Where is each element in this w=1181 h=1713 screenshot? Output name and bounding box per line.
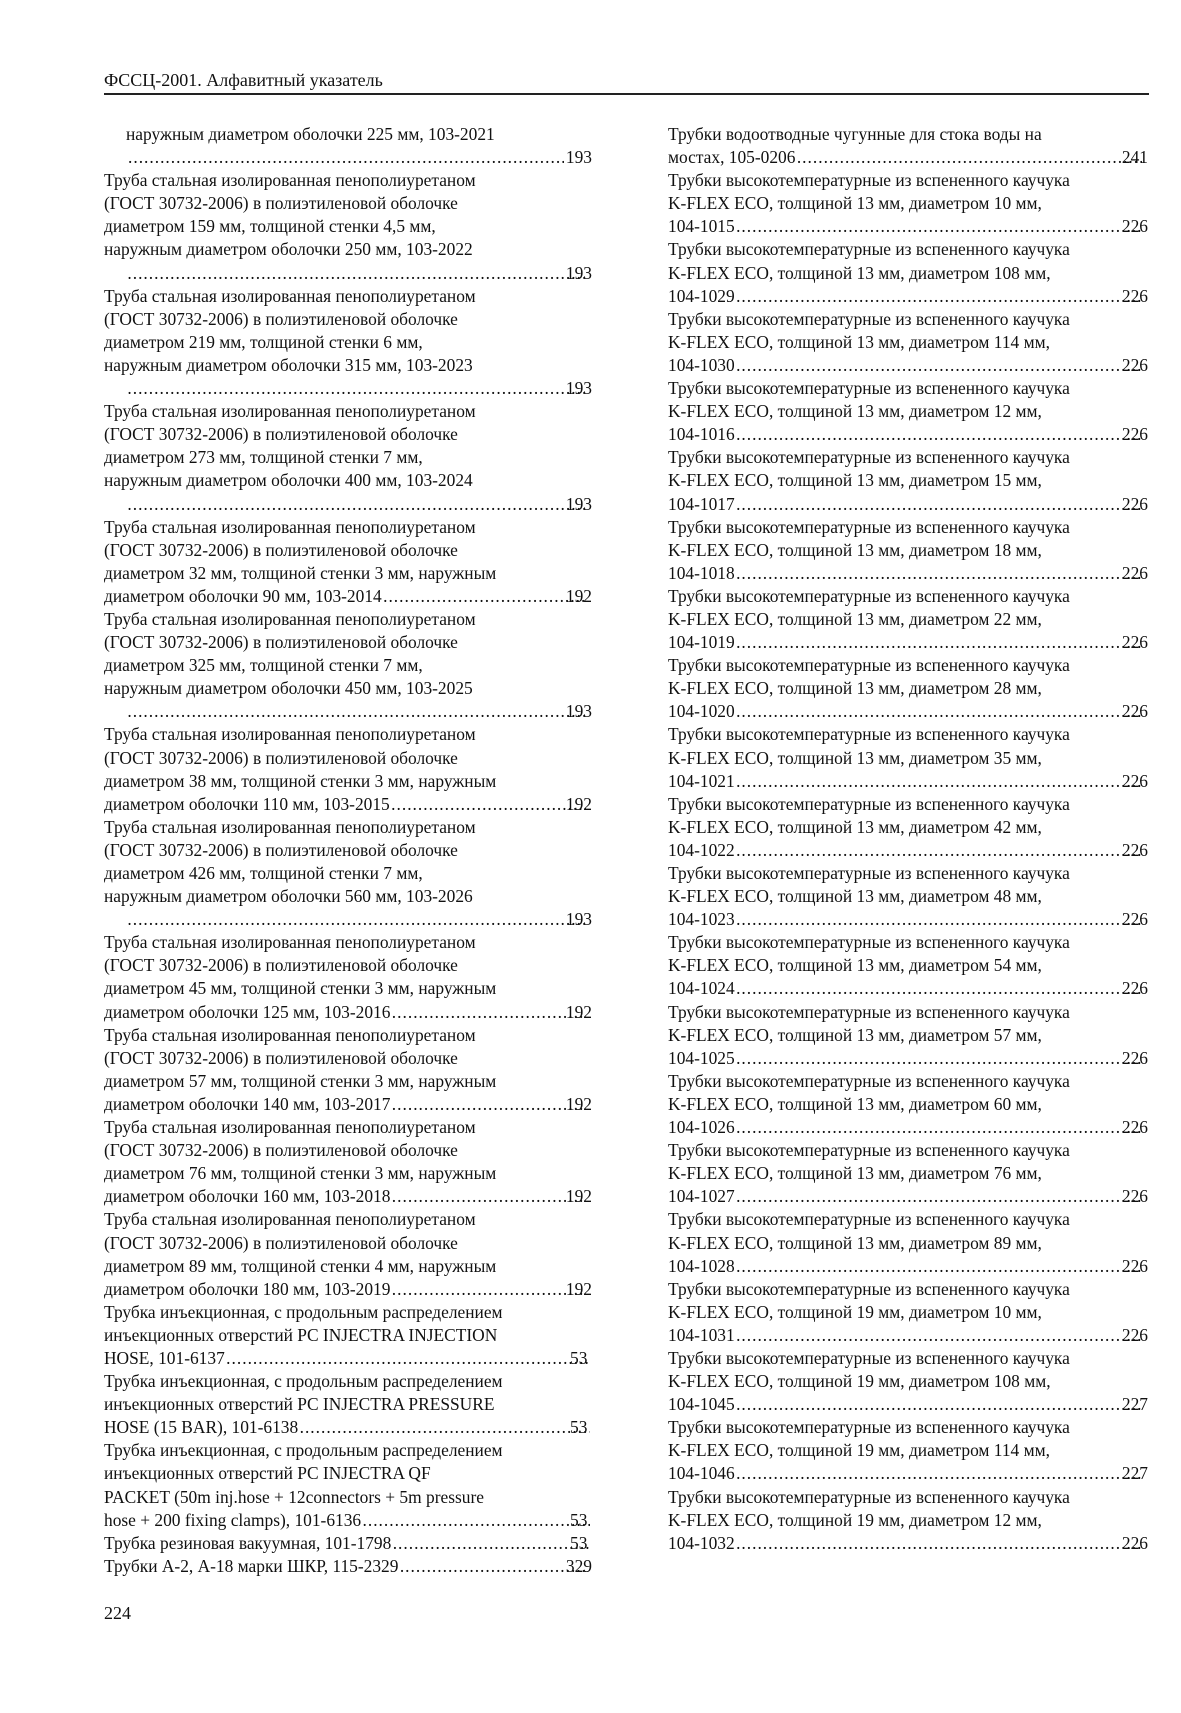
entry-text-line: K-FLEX ECO, толщиной 13 мм, диаметром 12 мм, — [668, 401, 1042, 422]
dot-leader — [797, 146, 1141, 169]
entry-text-line: наружным диаметром оболочки 400 мм, 103-2024 — [104, 470, 473, 491]
entry-text-line: диаметром 159 мм, толщиной стенки 4,5 мм, — [104, 216, 436, 237]
running-header — [104, 70, 1149, 95]
index-entry — [104, 516, 592, 608]
entry-text-line: (ГОСТ 30732-2006) в полиэтиленовой оболочке — [104, 839, 458, 860]
entry-page-line — [104, 1093, 592, 1116]
entry-page-ref: 193 — [565, 262, 592, 283]
index-entry — [668, 1139, 1148, 1208]
dot-leader — [737, 977, 1142, 1000]
entry-text-line: инъекционных отверстий PC INJECTRA PRESSURE — [104, 1394, 495, 1415]
entry-text-line: Трубки высокотемпературные из вспененного каучука — [668, 585, 1070, 606]
entry-text-line: Труба стальная изолированная пенополиуретаном — [104, 170, 476, 191]
entry-text-line: Трубки высокотемпературные из вспененного каучука — [668, 1417, 1070, 1438]
dot-leader — [128, 700, 586, 723]
index-entry — [668, 377, 1148, 446]
entry-text-line: (ГОСТ 30732-2006) в полиэтиленовой оболочке — [104, 539, 458, 560]
entry-text-line: Трубки высокотемпературные из вспененного каучука — [668, 378, 1070, 399]
entry-page-line: hose + 200 fixing clamps), 101-6136 ..... 53 — [126, 1509, 592, 1532]
entry-page-ref: 192 — [565, 793, 592, 814]
entry-text-line: Трубки высокотемпературные из вспененного каучука — [668, 932, 1070, 953]
index-entry — [668, 1070, 1148, 1139]
entry-text-line: наружным диаметром оболочки 315 мм, 103-2023 — [104, 354, 473, 375]
index-entry — [104, 169, 592, 284]
dot-leader — [737, 1462, 1142, 1485]
entry-page-line: Трубка резиновая вакуумная, 101-1798 ..... 53 — [126, 1532, 592, 1555]
header-title: ФССЦ-2001. Алфавитный указатель — [104, 70, 383, 90]
entry-text-line: K-FLEX ECO, толщиной 13 мм, диаметром 89 мм, — [668, 1232, 1042, 1253]
entry-page-line — [668, 423, 1148, 446]
index-entry — [668, 1278, 1148, 1347]
entry-text-line: инъекционных отверстий PC INJECTRA INJECTION — [104, 1324, 498, 1345]
entry-text-line: K-FLEX ECO, толщиной 19 мм, диаметром 108 мм, — [668, 1371, 1051, 1392]
entry-text-line: Труба стальная изолированная пенополиуретаном — [104, 608, 476, 629]
entry-last-text: диаметром оболочки 180 мм, 103-2019 — [104, 1278, 391, 1299]
entry-last-text: диаметром оболочки 125 мм, 103-2016 — [104, 1001, 391, 1022]
entry-page-ref: 192 — [565, 1186, 592, 1207]
entry-page-line — [104, 1001, 592, 1024]
entry-text-line: Труба стальная изолированная пенополиуретаном — [104, 1117, 476, 1138]
entry-page-ref: 227 — [1121, 1394, 1148, 1415]
entry-text-line: Труба стальная изолированная пенополиуретаном — [104, 1024, 476, 1045]
entry-last-text: Трубка резиновая вакуумная, 101-1798 — [104, 1532, 392, 1553]
index-entry — [668, 516, 1148, 585]
entry-page-ref: 226 — [1121, 562, 1148, 583]
index-entry — [668, 931, 1148, 1000]
entry-last-text: 104-1019 — [668, 632, 735, 653]
index-entry — [668, 1208, 1148, 1277]
entry-page-ref: 192 — [565, 585, 592, 606]
entry-last-text: 104-1024 — [668, 978, 735, 999]
index-entry — [104, 123, 592, 169]
index-column-left — [104, 123, 592, 1578]
dot-leader — [128, 262, 586, 285]
entry-last-text: 104-1015 — [668, 216, 735, 237]
dot-leader — [737, 285, 1142, 308]
index-entry — [668, 1001, 1148, 1070]
entry-last-text: 104-1029 — [668, 285, 735, 306]
entry-page-line — [668, 631, 1148, 654]
index-entry — [104, 816, 592, 931]
entry-page-line — [104, 585, 592, 608]
entry-text-line: (ГОСТ 30732-2006) в полиэтиленовой оболочке — [104, 1140, 458, 1161]
entry-page-ref: 226 — [1121, 1117, 1148, 1138]
entry-last-text: HOSE (15 BAR), 101-6138 — [104, 1417, 299, 1438]
entry-page-ref: 226 — [1121, 216, 1148, 237]
entry-text-line: Трубки высокотемпературные из вспененного каучука — [668, 1001, 1070, 1022]
entry-page-ref: 226 — [1121, 839, 1148, 860]
entry-last-text: 104-1030 — [668, 354, 735, 375]
entry-last-text: 104-1017 — [668, 493, 735, 514]
entry-page-ref: 192 — [565, 1093, 592, 1114]
dot-leader — [737, 631, 1142, 654]
dot-leader — [392, 793, 586, 816]
index-entry — [668, 1416, 1148, 1485]
dot-leader — [737, 700, 1142, 723]
entry-page-line — [668, 977, 1148, 1000]
entry-text-line: Труба стальная изолированная пенополиуретаном — [104, 401, 476, 422]
entry-text-line: K-FLEX ECO, толщиной 13 мм, диаметром 76 мм, — [668, 1163, 1042, 1184]
entry-page-line — [126, 700, 592, 723]
entry-last-text: HOSE, 101-6137 — [104, 1347, 225, 1368]
entry-text-line: (ГОСТ 30732-2006) в полиэтиленовой оболочке — [104, 955, 458, 976]
entry-page-ref: 226 — [1121, 1532, 1148, 1553]
entry-page-line: HOSE (15 BAR), 101-6138 ..... 53 — [126, 1416, 592, 1439]
entry-text-line: диаметром 76 мм, толщиной стенки 3 мм, наружным — [104, 1163, 497, 1184]
entry-text-line: наружным диаметром оболочки 250 мм, 103-2022 — [104, 239, 473, 260]
index-entry — [668, 654, 1148, 723]
entry-page-ref: 192 — [565, 1001, 592, 1022]
entry-page-line — [126, 262, 592, 285]
entry-page-line — [668, 770, 1148, 793]
entry-text-line: (ГОСТ 30732-2006) в полиэтиленовой оболочке — [104, 1047, 458, 1068]
entry-last-text: 104-1020 — [668, 701, 735, 722]
entry-page-line — [668, 354, 1148, 377]
entry-text-line: K-FLEX ECO, толщиной 13 мм, диаметром 35 мм, — [668, 747, 1042, 768]
entry-page-ref: 241 — [1121, 147, 1148, 168]
entry-page-line — [668, 1462, 1148, 1485]
dot-leader — [393, 1532, 590, 1555]
dot-leader — [737, 1185, 1142, 1208]
index-entry — [104, 1439, 592, 1531]
entry-text-line: Труба стальная изолированная пенополиуретаном — [104, 285, 476, 306]
entry-text-line: K-FLEX ECO, толщиной 19 мм, диаметром 12 мм, — [668, 1509, 1042, 1530]
dot-leader — [128, 146, 564, 169]
entry-text-line: Трубки высокотемпературные из вспененного каучука — [668, 239, 1070, 260]
index-entry — [668, 723, 1148, 792]
entry-page-ref: 226 — [1121, 632, 1148, 653]
entry-text-line: Трубка инъекционная, с продольным распределением — [104, 1440, 503, 1461]
entry-page-line — [126, 377, 592, 400]
entry-last-text: 104-1032 — [668, 1532, 735, 1553]
entry-page-line — [668, 285, 1148, 308]
index-entry — [104, 608, 592, 723]
entry-page-line — [668, 1532, 1148, 1555]
entry-last-text: Трубки А-2, А-18 марки ШКР, 115-2329 — [104, 1555, 399, 1576]
entry-text-line: (ГОСТ 30732-2006) в полиэтиленовой оболочке — [104, 193, 458, 214]
index-entry — [668, 238, 1148, 307]
dot-leader — [737, 1324, 1142, 1347]
entry-text-line: K-FLEX ECO, толщиной 13 мм, диаметром 54 мм, — [668, 955, 1042, 976]
entry-text-line: диаметром 219 мм, толщиной стенки 6 мм, — [104, 331, 423, 352]
dot-leader — [128, 377, 586, 400]
index-entry — [104, 1116, 592, 1208]
entry-page-ref: 226 — [1121, 909, 1148, 930]
entry-text-line: (ГОСТ 30732-2006) в полиэтиленовой оболочке — [104, 308, 458, 329]
dot-leader — [392, 1093, 586, 1116]
entry-page-line — [126, 493, 592, 516]
entry-page-ref: 227 — [1121, 1463, 1148, 1484]
entry-last-text: 104-1025 — [668, 1047, 735, 1068]
entry-page-ref: 193 — [565, 701, 592, 722]
index-entry — [668, 169, 1148, 238]
entry-text-line: Труба стальная изолированная пенополиуретаном — [104, 932, 476, 953]
entry-last-text: 104-1028 — [668, 1255, 735, 1276]
dot-leader — [392, 1001, 586, 1024]
dot-leader — [227, 1347, 590, 1370]
entry-last-text: 104-1046 — [668, 1463, 735, 1484]
entry-page-line — [668, 1393, 1148, 1416]
entry-text-line: Трубки высокотемпературные из вспененного каучука — [668, 724, 1070, 745]
index-entry — [668, 123, 1148, 169]
dot-leader — [737, 1532, 1142, 1555]
entry-page-ref: 226 — [1121, 1186, 1148, 1207]
dot-leader — [128, 493, 586, 516]
entry-text-line: Трубки высокотемпературные из вспененного каучука — [668, 1486, 1070, 1507]
dot-leader — [392, 1185, 586, 1208]
entry-page-line — [104, 1278, 592, 1301]
entry-text-line: Трубки высокотемпературные из вспененного каучука — [668, 1140, 1070, 1161]
entry-text-line: диаметром 38 мм, толщиной стенки 3 мм, наружным — [104, 770, 497, 791]
entry-text-line: диаметром 57 мм, толщиной стенки 3 мм, наружным — [104, 1070, 497, 1091]
entry-page-line — [668, 215, 1148, 238]
entry-last-text: 104-1022 — [668, 839, 735, 860]
page-number: 224 — [104, 1603, 131, 1623]
entry-text-line: (ГОСТ 30732-2006) в полиэтиленовой оболочке — [104, 747, 458, 768]
entry-page-ref: 226 — [1121, 770, 1148, 791]
entry-text-line: K-FLEX ECO, толщиной 13 мм, диаметром 108 мм, — [668, 262, 1051, 283]
entry-page-line — [668, 1185, 1148, 1208]
dot-leader — [128, 908, 586, 931]
entry-page-line — [668, 839, 1148, 862]
index-entry — [104, 1555, 592, 1578]
entry-page-ref: 226 — [1121, 1047, 1148, 1068]
entry-page-line — [668, 1116, 1148, 1139]
entry-text-line: диаметром 45 мм, толщиной стенки 3 мм, наружным — [104, 978, 497, 999]
entry-last-text: hose + 200 fixing clamps), 101-6136 — [104, 1509, 362, 1530]
entry-text-line: Трубки водоотводные чугунные для стока воды на — [668, 124, 1042, 144]
entry-page-ref: 193 — [565, 147, 592, 168]
dot-leader — [737, 1393, 1142, 1416]
entry-text-line: Трубки высокотемпературные из вспененного каучука — [668, 1278, 1070, 1299]
entry-page-line: HOSE, 101-6137 ..... 53 — [126, 1347, 592, 1370]
dot-leader — [737, 423, 1142, 446]
entry-last-text: диаметром оболочки 140 мм, 103-2017 — [104, 1093, 391, 1114]
entry-text-line: Трубки высокотемпературные из вспененного каучука — [668, 655, 1070, 676]
entry-page-ref: 226 — [1121, 978, 1148, 999]
entry-page-line — [668, 1255, 1148, 1278]
entry-text-line: Труба стальная изолированная пенополиуретаном — [104, 724, 476, 745]
index-entry — [104, 1301, 592, 1370]
entry-text-line: Трубки высокотемпературные из вспененного каучука — [668, 1209, 1070, 1230]
entry-text-line: K-FLEX ECO, толщиной 13 мм, диаметром 42 мм, — [668, 816, 1042, 837]
dot-leader — [392, 1278, 586, 1301]
entry-page-line — [126, 146, 592, 169]
index-entry — [104, 1024, 592, 1116]
entry-text-line: Труба стальная изолированная пенополиуретаном — [104, 516, 476, 537]
entry-last-text: диаметром оболочки 90 мм, 103-2014 — [104, 585, 382, 606]
entry-page-ref: 226 — [1121, 1324, 1148, 1345]
entry-page-ref: 226 — [1121, 493, 1148, 514]
entry-page-line — [126, 908, 592, 931]
entry-text-line: Трубки высокотемпературные из вспененного каучука — [668, 170, 1070, 191]
index-entry — [668, 793, 1148, 862]
entry-text-line: Трубка инъекционная, с продольным распределением — [104, 1301, 503, 1322]
entry-text-line: Трубки высокотемпературные из вспененного каучука — [668, 1347, 1070, 1368]
index-entry — [668, 446, 1148, 515]
entry-text-line: Труба стальная изолированная пенополиуретаном — [104, 816, 476, 837]
entry-text-line: K-FLEX ECO, толщиной 13 мм, диаметром 15 мм, — [668, 470, 1042, 491]
entry-text-line: K-FLEX ECO, толщиной 13 мм, диаметром 57 мм, — [668, 1024, 1042, 1045]
entry-text-line: диаметром 426 мм, толщиной стенки 7 мм, — [104, 863, 423, 883]
entry-text-line: наружным диаметром оболочки 560 мм, 103-2026 — [104, 886, 473, 907]
entry-page-ref: 226 — [1121, 701, 1148, 722]
entry-page-line — [668, 493, 1148, 516]
dot-leader — [737, 562, 1142, 585]
entry-page-ref: 226 — [1121, 285, 1148, 306]
entry-page-line — [668, 700, 1148, 723]
entry-text-line: K-FLEX ECO, толщиной 13 мм, диаметром 22 мм, — [668, 608, 1042, 629]
entry-last-text: 104-1018 — [668, 562, 735, 583]
entry-text-line: Трубки высокотемпературные из вспененного каучука — [668, 516, 1070, 537]
dot-leader — [737, 770, 1142, 793]
dot-leader — [384, 585, 586, 608]
entry-text-line: Трубки высокотемпературные из вспененного каучука — [668, 447, 1070, 468]
entry-text-line: Труба стальная изолированная пенополиуретаном — [104, 1209, 476, 1230]
entry-last-text: диаметром оболочки 160 мм, 103-2018 — [104, 1186, 391, 1207]
dot-leader — [737, 354, 1142, 377]
index-entry — [668, 1486, 1148, 1555]
dot-leader — [737, 215, 1142, 238]
entry-text-line: инъекционных отверстий PC INJECTRA QF — [104, 1463, 431, 1484]
dot-leader — [737, 908, 1142, 931]
entry-text-line: Трубки высокотемпературные из вспененного каучука — [668, 793, 1070, 814]
entry-page-ref: 193 — [565, 378, 592, 399]
entry-text-line: Трубки высокотемпературные из вспененного каучука — [668, 1070, 1070, 1091]
entry-page-line — [668, 146, 1148, 169]
entry-text-line: Трубки высокотемпературные из вспененного каучука — [668, 863, 1070, 883]
index-column-right — [668, 123, 1148, 1555]
dot-leader — [737, 1047, 1142, 1070]
index-entry — [104, 285, 592, 400]
entry-text-line: (ГОСТ 30732-2006) в полиэтиленовой оболочке — [104, 632, 458, 653]
entry-page-ref: 192 — [565, 1278, 592, 1299]
entry-page-line — [668, 1324, 1148, 1347]
dot-leader — [737, 839, 1142, 862]
entry-text-line: PACKET (50m inj.hose + 12connectors + 5m pressure — [104, 1486, 484, 1507]
index-entry — [668, 585, 1148, 654]
entry-last-text: 104-1027 — [668, 1186, 735, 1207]
entry-last-text: 104-1021 — [668, 770, 735, 791]
entry-page-line — [668, 908, 1148, 931]
entry-text-line: диаметром 273 мм, толщиной стенки 7 мм, — [104, 447, 423, 468]
index-entry — [668, 1347, 1148, 1416]
entry-page-line — [668, 562, 1148, 585]
index-entry — [104, 1532, 592, 1555]
entry-last-text: мостах, 105-0206 — [668, 147, 796, 168]
dot-leader — [737, 493, 1142, 516]
entry-text-line: Трубка инъекционная, с продольным распределением — [104, 1371, 503, 1392]
entry-page-ref: 193 — [565, 909, 592, 930]
entry-text-line: диаметром 325 мм, толщиной стенки 7 мм, — [104, 655, 423, 676]
entry-text-line: наружным диаметром оболочки 450 мм, 103-2025 — [104, 678, 473, 699]
entry-page-ref: 226 — [1121, 354, 1148, 375]
entry-text-line: Трубки высокотемпературные из вспененного каучука — [668, 308, 1070, 329]
dot-leader — [737, 1116, 1142, 1139]
entry-text-line: наружным диаметром оболочки 225 мм, 103-2021 — [126, 124, 495, 144]
entry-text-line: K-FLEX ECO, толщиной 19 мм, диаметром 10 мм, — [668, 1301, 1042, 1322]
entry-text-line: (ГОСТ 30732-2006) в полиэтиленовой оболочке — [104, 424, 458, 445]
entry-page-line — [104, 793, 592, 816]
entry-last-text: 104-1031 — [668, 1324, 735, 1345]
entry-text-line: диаметром 89 мм, толщиной стенки 4 мм, наружным — [104, 1255, 497, 1276]
dot-leader — [400, 1555, 585, 1578]
entry-page-ref: 226 — [1121, 424, 1148, 445]
entry-text-line: K-FLEX ECO, толщиной 13 мм, диаметром 28 мм, — [668, 678, 1042, 699]
entry-text-line: K-FLEX ECO, толщиной 13 мм, диаметром 18 мм, — [668, 539, 1042, 560]
index-entry — [104, 723, 592, 815]
entry-text-line: K-FLEX ECO, толщиной 19 мм, диаметром 114 мм, — [668, 1440, 1050, 1461]
index-entry — [668, 308, 1148, 377]
entry-text-line: (ГОСТ 30732-2006) в полиэтиленовой оболочке — [104, 1232, 458, 1253]
dot-leader — [300, 1416, 590, 1439]
entry-page-line — [104, 1185, 592, 1208]
index-entry — [668, 862, 1148, 931]
entry-text-line: K-FLEX ECO, толщиной 13 мм, диаметром 48 мм, — [668, 886, 1042, 907]
index-entry — [104, 1208, 592, 1300]
entry-last-text: 104-1026 — [668, 1117, 735, 1138]
entry-last-text: 104-1045 — [668, 1394, 735, 1415]
entry-page-ref: 329 — [565, 1555, 592, 1576]
entry-text-line: K-FLEX ECO, толщиной 13 мм, диаметром 114 мм, — [668, 331, 1050, 352]
entry-last-text: диаметром оболочки 110 мм, 103-2015 — [104, 793, 390, 814]
entry-last-text: 104-1023 — [668, 909, 735, 930]
entry-text-line: диаметром 32 мм, толщиной стенки 3 мм, наружным — [104, 562, 497, 583]
entry-page-line — [668, 1047, 1148, 1070]
entry-page-line — [104, 1555, 592, 1578]
dot-leader — [737, 1255, 1142, 1278]
index-entry — [104, 1370, 592, 1439]
entry-text-line: K-FLEX ECO, толщиной 13 мм, диаметром 60 мм, — [668, 1093, 1042, 1114]
entry-page-ref: 226 — [1121, 1255, 1148, 1276]
entry-text-line: K-FLEX ECO, толщиной 13 мм, диаметром 10 мм, — [668, 193, 1042, 214]
entry-page-ref: 193 — [565, 493, 592, 514]
index-entry — [104, 400, 592, 515]
entry-last-text: 104-1016 — [668, 424, 735, 445]
index-entry — [104, 931, 592, 1023]
dot-leader — [363, 1509, 590, 1532]
